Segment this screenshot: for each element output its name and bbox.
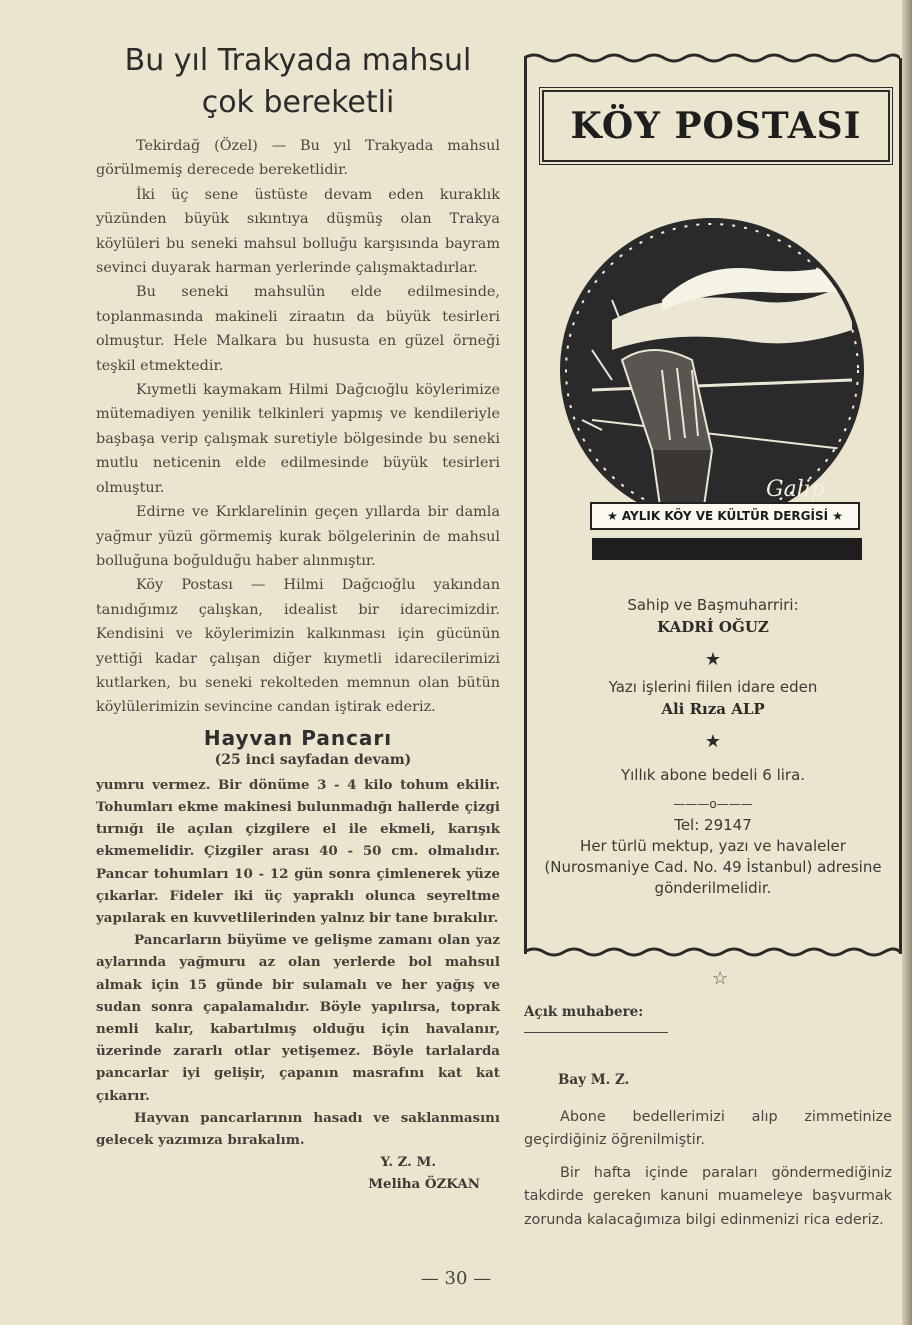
correspondence-body xyxy=(524,1106,892,1241)
star-icon: ★ xyxy=(704,731,722,752)
continuation-body xyxy=(96,774,500,1151)
continuation-title: Hayvan Pancarı xyxy=(203,725,393,750)
owner-label: Sahip ve Başmuharriri: xyxy=(627,596,799,614)
masthead-title: KÖY POSTASI xyxy=(542,90,890,162)
continuation-paragraph: yumru vermez. Bir dönüme 3 - 4 kilo tohum ekilir. Tohumları ekme makinesi bulunmadığı hallerde çizgi tırnığı ile açılan çizgilere el ile ekmeli, karışık ekmemelidir. Çizgiler arası 40 - 50 cm. olmalıdır. Pancar tohumları 10 - 12 gün sonra çimlenerek yüze çıkarlar. Fideler iki üç yapraklı olunca seyreltme yapılarak en kuvvetlilerinden yalnız bir tane bırakılır. xyxy=(96,776,500,926)
article-title xyxy=(96,40,500,124)
page-number: — 30 — xyxy=(420,1268,492,1289)
article-paragraph: Kıymetli kaymakam Hilmi Dağcıoğlu köylerimize mütemadiyen yenilik telkinleri yapmış ve kendileriyle başbaşa verip çalışmak suretiyle bölgesinde bu seneki mutlu neticenin elde edilmesinde büyük tesirleri olmuştur. xyxy=(96,382,500,496)
correspondence-paragraph: Abone bedellerimizi alıp zimmetinize geçirdiğiniz öğrenilmiştir. xyxy=(524,1109,892,1149)
article-body xyxy=(96,134,500,720)
divider: ———o——— xyxy=(673,797,753,811)
correspondence-recipient: Bay M. Z. xyxy=(558,1072,630,1088)
emblem-subtitle: ★ AYLIK KÖY VE KÜLTÜR DERGİSİ ★ xyxy=(590,502,860,530)
star-icon: ★ xyxy=(704,649,722,670)
article-paragraph: Bu seneki mahsulün elde edilmesinde, toplanmasında makineli ziraatın da büyük tesirleri olmuştur. Hele Malkara bu hususta en güzel örneği teşkil etmektedir. xyxy=(96,284,500,374)
continuation-paragraph: Hayvan pancarlarının hasadı ve saklanmasını gelecek yazımıza bırakalım. xyxy=(96,1109,500,1148)
author-name: Meliha ÖZKAN xyxy=(368,1176,480,1193)
article-paragraph: Tekirdağ (Özel) — Bu yıl Trakyada mahsul görülmemiş derecede bereketlidir. xyxy=(96,138,500,179)
wave-border-bottom xyxy=(524,944,900,960)
star-outline-icon: ☆ xyxy=(712,968,729,989)
article-paragraph: Köy Postası — Hilmi Dağcıoğlu yakından tanıdığımız çalışkan, idealist bir idarecimizdir. Kendisini ve köylerimizin kalkınması için gücünün yettiği kadar çalışan diğer kıymetli idarecilerimizi kutlarken, bu seneki rekolteden memnun olan bütün köylülerimizin sevincine candan iştirak ederiz. xyxy=(96,577,500,716)
owner-name: KADRİ OĞUZ xyxy=(657,618,769,636)
page-edge xyxy=(902,0,912,1325)
article-paragraph: İki üç sene üstüste devam eden kuraklık yüzünden büyük sıkıntıya düşmüş olan Trakya köylüleri bu seneki mahsul bolluğu karşısında bayram sevinci duyarak harman yerlerinde çalışmaktadırlar. xyxy=(96,186,500,277)
subscription-fee: Yıllık abone bedeli 6 lira. xyxy=(620,766,806,784)
editor-label: Yazı işlerini fiilen idare eden xyxy=(608,678,818,696)
torch-emblem xyxy=(552,200,872,530)
editor-name: Ali Rıza ALP xyxy=(661,700,765,718)
continuation-paragraph: Pancarların büyüme ve gelişme zamanı olan yaz aylarında yağmuru az olan yerlerde bol mahsul almak için 15 günde bir sulamalı ve her yağış ve sudan sonra çapalamalıdır. Böyle yapılırsa, toprak nemli kalır, kabartılmış olduğu için havalanır, üzerinde zararlı otlar yetişemez. Böyle tarlalarda pancarlar iyi gelişir, çapanın masrafını kat kat çıkarır. xyxy=(96,932,500,1104)
publisher-info xyxy=(538,594,888,899)
article-paragraph: Edirne ve Kırklarelinin geçen yıllarda bir damla yağmur yüzü görmemiş kurak bölgelerinin de mahsul bolluğuna boğulduğu haber alınmıştır. xyxy=(96,504,500,569)
emblem-signature: Galip xyxy=(766,477,825,502)
address: Her türlü mektup, yazı ve havaleler (Nurosmaniye Cad. No. 49 İstanbul) adresine gönderilmelidir. xyxy=(544,837,882,897)
correspondence-heading: Açık muhabere: xyxy=(524,1004,644,1020)
correspondence-paragraph: Bir hafta içinde paraları göndermediğiniz takdirde gereken kanuni muameleye başvurmak zorunda kalacağımıza bilgi edinmenizi rica ederiz. xyxy=(524,1164,892,1228)
title-line-2: çok bereketli xyxy=(201,85,395,120)
initials: Y. Z. M. xyxy=(380,1154,436,1171)
title-line-1: Bu yıl Trakyada mahsul xyxy=(124,43,472,78)
signature-block xyxy=(96,1151,500,1195)
continuation-note: (25 inci sayfadan devam) xyxy=(214,751,412,768)
divider-line xyxy=(524,1032,668,1033)
telephone: Tel: 29147 xyxy=(674,816,752,834)
black-bar xyxy=(592,538,862,560)
left-column xyxy=(96,40,500,1195)
